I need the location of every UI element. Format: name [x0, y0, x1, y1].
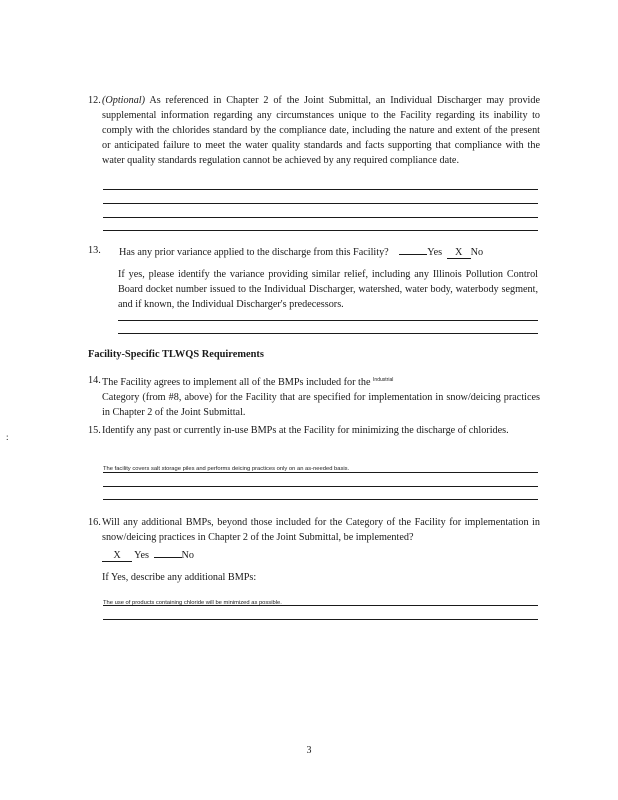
question-16-number: 16. — [88, 517, 101, 528]
question-16 — [88, 515, 540, 545]
q16-answer-text[interactable]: The use of products containing chloride will be minimized as possible. — [103, 600, 282, 606]
q12-answer-line-2[interactable] — [103, 203, 538, 204]
question-12 — [88, 93, 540, 168]
q15-answer-line-1[interactable] — [103, 472, 538, 473]
q14-text-b: Category (from #8, above) for the Facility that are specified for implementation in snow/deicing practices in Chapter 2 of the Joint Submittal. — [102, 392, 540, 418]
question-13-row — [119, 243, 540, 260]
margin-mark: : — [6, 432, 9, 442]
q16-yes-label: Yes — [134, 550, 149, 561]
question-12-optional: (Optional) — [102, 95, 146, 106]
question-14-text — [102, 373, 540, 420]
question-16-followup: If Yes, describe any additional BMPs: — [102, 572, 257, 583]
q13-answer-line-1[interactable] — [118, 320, 538, 321]
question-16-answer-row — [102, 546, 402, 563]
question-16-text: Will any additional BMPs, beyond those included for the Category of the Facility for implementation in snow/deicing practices in Chapter 2 of the Joint Submittal, be implemented? — [102, 517, 540, 543]
q12-answer-line-3[interactable] — [103, 217, 538, 218]
q16-answer-line-1[interactable] — [103, 605, 538, 606]
q13-no-label: No — [470, 247, 484, 258]
question-15 — [88, 423, 540, 438]
q12-answer-line-4[interactable] — [103, 230, 538, 231]
q16-no-label: No — [181, 550, 194, 561]
q13-yes-blank[interactable] — [399, 243, 427, 255]
question-14 — [88, 373, 540, 420]
q14-category-fill[interactable]: Industrial — [373, 377, 394, 383]
question-12-number: 12. — [88, 95, 101, 106]
page-number: 3 — [306, 745, 312, 756]
q13-yes-label: Yes — [427, 247, 443, 258]
q13-answer-line-2[interactable] — [118, 333, 538, 334]
question-13-followup — [118, 267, 538, 312]
q15-answer-line-3[interactable] — [103, 499, 538, 500]
q15-answer-text[interactable]: The facility covers salt storage piles and performs deicing practices only on an as-needed basis. — [103, 466, 350, 472]
question-13-number: 13. — [88, 245, 101, 256]
question-12-body: As referenced in Chapter 2 of the Joint Submittal, an Individual Discharger may provide supplemental information regarding any circumstances unique to the Facility regarding its inability to comply with the chlorides standard by the compliance date, including the nature and extent of the present or anticipated failure to meet the water quality standards and facts supporting that compliance with the water quality standards regulation cannot be achieved by any required compliance date. — [102, 95, 540, 166]
q15-answer-line-2[interactable] — [103, 486, 538, 487]
question-15-text: Identify any past or currently in-use BMPs at the Facility for minimizing the discharge of chlorides. — [102, 425, 509, 436]
q16-answer-line-2[interactable] — [103, 619, 538, 620]
question-12-text — [102, 93, 540, 168]
question-13-text: Has any prior variance applied to the discharge from this Facility? — [119, 247, 389, 258]
question-13-followup-text: If yes, please identify the variance providing similar relief, including any Illinois Pollution Control Board docket number issued to the Individual Discharger, watershed, water body, waterbody segment, and if known, the Individual Discharger's predecessors. — [118, 269, 538, 310]
q12-answer-line-1[interactable] — [103, 189, 538, 190]
q14-text-a: The Facility agrees to implement all of the BMPs included for the — [102, 377, 371, 388]
q16-yes-blank[interactable]: X — [102, 550, 132, 562]
q16-no-blank[interactable] — [154, 546, 182, 558]
question-14-number: 14. — [88, 375, 101, 386]
q13-no-blank[interactable]: X — [447, 247, 471, 259]
question-15-number: 15. — [88, 425, 101, 436]
question-13 — [88, 243, 540, 260]
section-heading: Facility-Specific TLWQS Requirements — [88, 349, 264, 360]
